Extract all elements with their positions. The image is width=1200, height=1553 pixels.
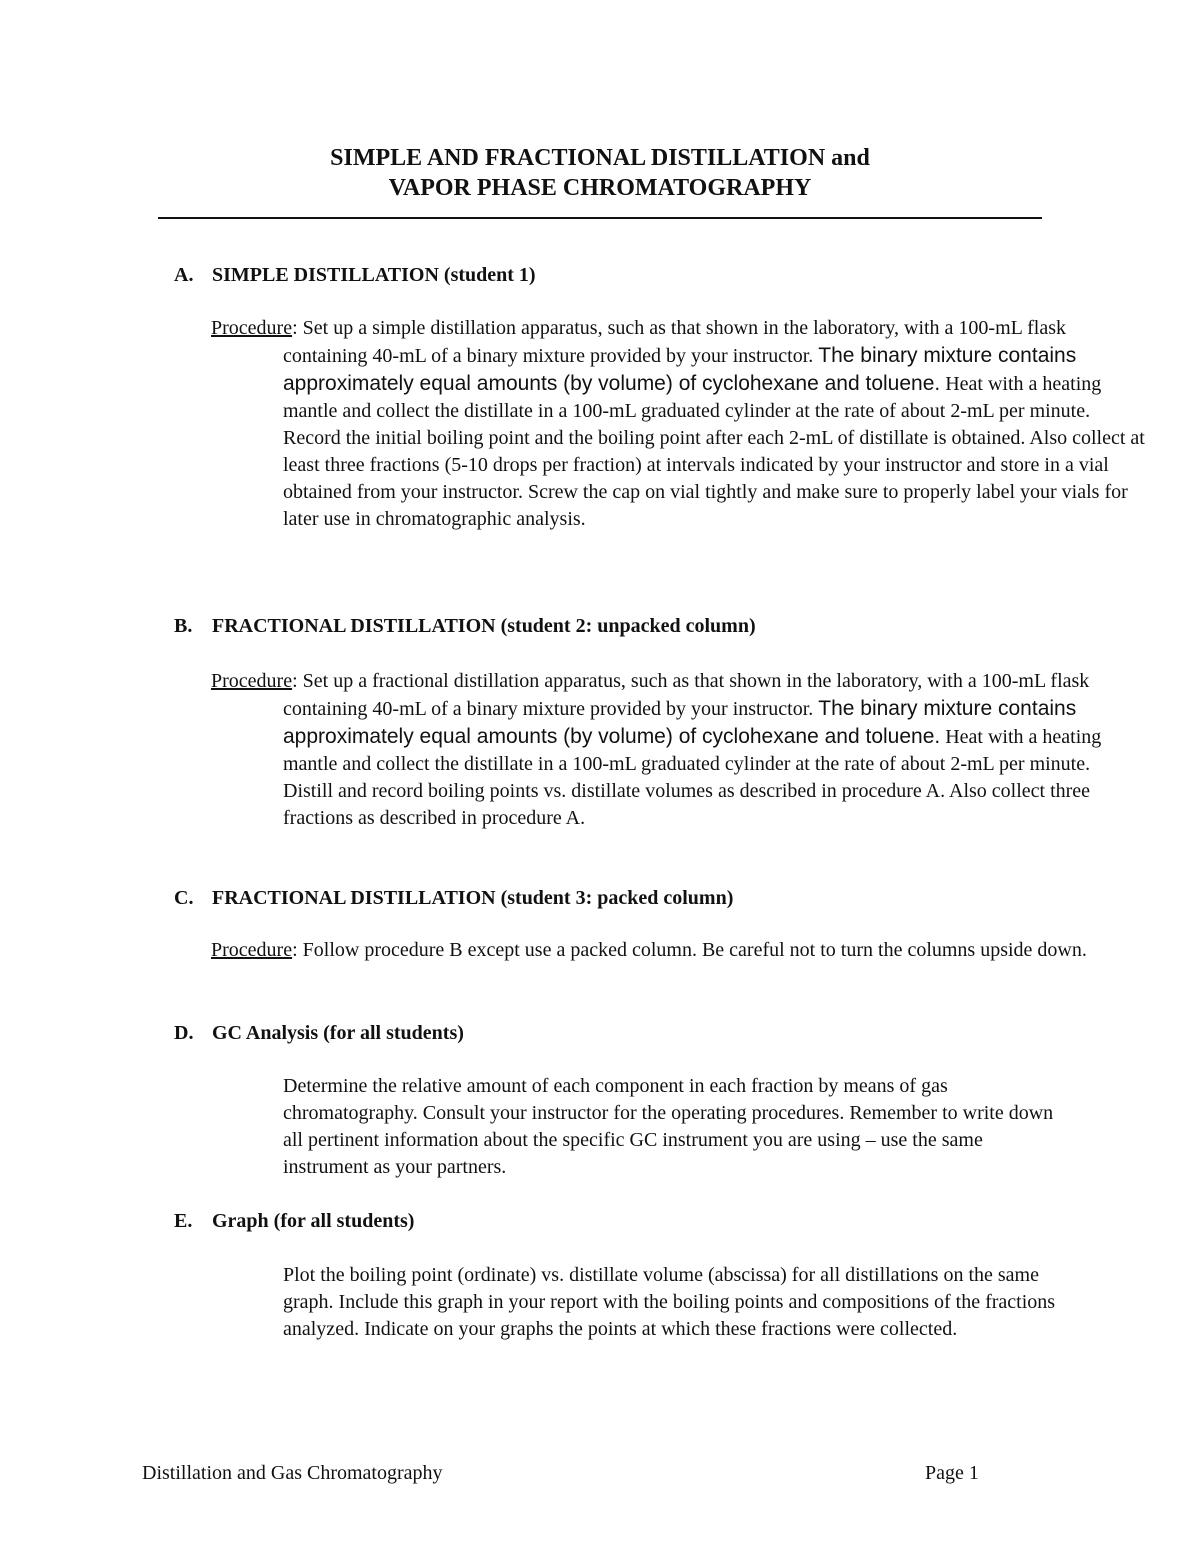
section-c-text-1: : Follow procedure B except use a packed column. Be careful not to turn the columns upside down. (292, 939, 1087, 961)
section-a-text-1: : Set up a simple distillation apparatus, such as that shown in the laboratory, with a 100-mL flask containing 40-mL of a binary mixture provided by your instructor. (283, 317, 1067, 367)
section-a-heading (174, 262, 536, 288)
section-a-procedure (211, 315, 1145, 533)
section-e-body: Plot the boiling point (ordinate) vs. distillate volume (abscissa) for all distillations on the same graph. Include this graph in your report with the boiling points and compositions of the fractions analyzed. Indicate on your graphs the points at which these fractions were collected. (283, 1264, 1056, 1340)
section-a-text-2: Heat with a heating mantle and collect the distillate in a 100-mL graduated cylinder at the rate of about 2-mL per minute. Record the initial boiling point and the boiling point after each 2-mL of distillate is obtained. Also collect at least three fractions (5-10 drops per fraction) at intervals indicated by your instructor and store in a vial obtained from your instructor. Screw the cap on vial tightly and make sure to properly label your vials for later use in chromatographic analysis. (283, 373, 1145, 530)
section-a-title: SIMPLE DISTILLATION (student 1) (212, 264, 536, 286)
title-line-2: VAPOR PHASE CHROMATOGRAPHY (388, 175, 812, 201)
document-title (158, 143, 1042, 203)
section-b-text-1: : Set up a fractional distillation apparatus, such as that shown in the laboratory, with a 100-mL flask containing 40-mL of a binary mixture provided by your instructor. (283, 670, 1090, 720)
section-c-procedure (211, 937, 1145, 964)
section-e-heading (174, 1208, 414, 1234)
footer-page-number: Page 1 (925, 1462, 979, 1484)
section-b-mixture-note: The binary mixture contains approximately equal amounts (by volume) of cyclohexane and toluene. (283, 697, 1077, 748)
title-line-1: SIMPLE AND FRACTIONAL DISTILLATION and (330, 145, 870, 171)
title-divider (158, 217, 1042, 219)
footer-document-name: Distillation and Gas Chromatography (142, 1462, 443, 1484)
section-a-mixture-note: The binary mixture contains approximately equal amounts (by volume) of cyclohexane and toluene. (283, 344, 1077, 395)
section-c-letter: C. (174, 887, 194, 909)
section-e-letter: E. (174, 1210, 193, 1232)
section-b-procedure (211, 668, 1145, 832)
section-c-title: FRACTIONAL DISTILLATION (student 3: packed column) (212, 887, 734, 909)
section-b-heading (174, 613, 756, 639)
section-c-procedure-label: Procedure (211, 939, 293, 961)
section-b-title: FRACTIONAL DISTILLATION (student 2: unpacked column) (212, 615, 756, 637)
section-e-title: Graph (for all students) (212, 1210, 415, 1232)
section-b-procedure-label: Procedure (211, 670, 293, 692)
section-b-letter: B. (174, 615, 193, 637)
section-d-heading (174, 1020, 464, 1046)
section-c-heading (174, 885, 733, 911)
section-d-title: GC Analysis (for all students) (212, 1022, 464, 1044)
section-a-letter: A. (174, 264, 194, 286)
section-a-procedure-label: Procedure (211, 317, 293, 339)
section-d-letter: D. (174, 1022, 194, 1044)
section-d-body: Determine the relative amount of each component in each fraction by means of gas chromatography. Consult your instructor for the operating procedures. Remember to write down all pertinent information about the specific GC instrument you are using – use the same instrument as your partners. (283, 1075, 1054, 1178)
section-b-text-2: Heat with a heating mantle and collect the distillate in a 100-mL graduated cylinder at the rate of about 2-mL per minute. Distill and record boiling points vs. distillate volumes as described in procedure A. Also collect three fractions as described in procedure A. (283, 726, 1102, 829)
